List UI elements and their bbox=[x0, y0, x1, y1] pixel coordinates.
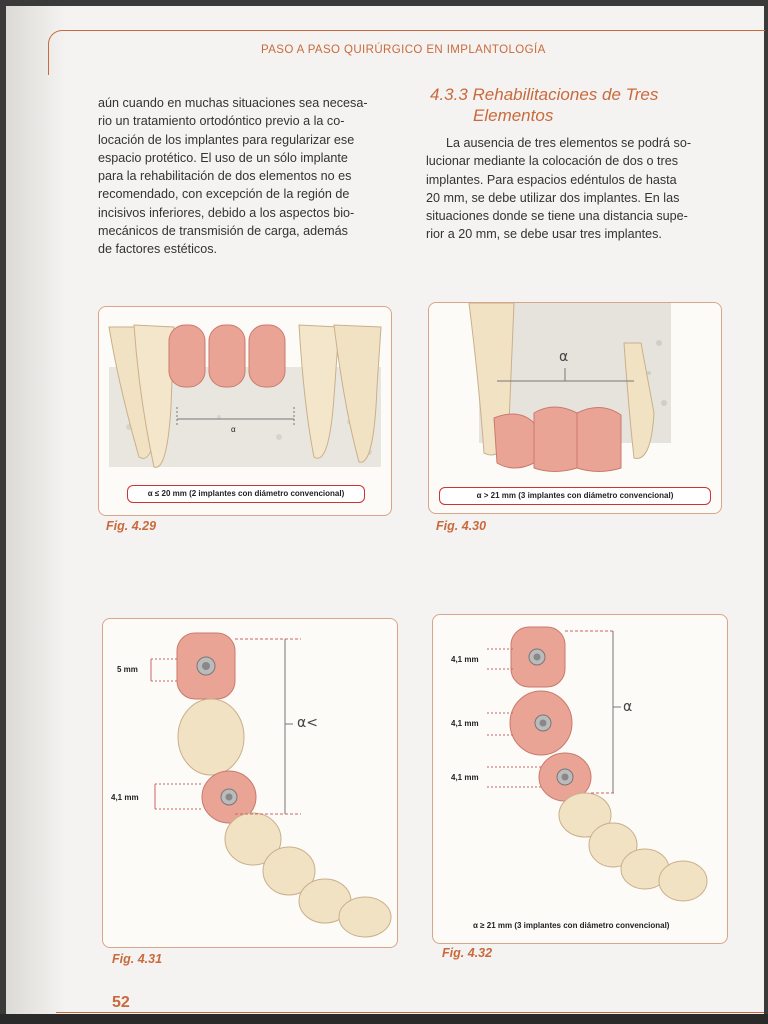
section-title-line: Elementos bbox=[473, 106, 554, 125]
figure-caption: α ≥ 21 mm (3 implantes con diámetro convencional) bbox=[473, 921, 670, 930]
figure-label: Fig. 4.29 bbox=[106, 519, 157, 533]
text-line: situaciones donde se tiene una distancia supe- bbox=[426, 209, 688, 224]
measurement-label: 4,1 mm bbox=[111, 793, 139, 802]
text-line: de factores estéticos. bbox=[98, 242, 218, 257]
text-line: incisivos inferiores, debido a los aspectos bio- bbox=[98, 205, 355, 220]
measurement-label: 4,1 mm bbox=[451, 773, 479, 782]
figure-4-29 bbox=[98, 306, 392, 516]
text-line: La ausencia de tres elementos se podrá so- bbox=[446, 136, 692, 150]
alpha-label: α bbox=[559, 349, 569, 365]
text-line: aún cuando en muchas situaciones sea necesa- bbox=[98, 96, 368, 110]
right-column-text bbox=[426, 134, 726, 244]
text-line: mecánicos de transmisión de carga, además bbox=[98, 224, 348, 239]
text-line: recomendado, con excepción de la región de bbox=[98, 187, 350, 202]
text-line: implantes. Para espacios edéntulos de hasta bbox=[426, 172, 677, 187]
measurement-label: 4,1 mm bbox=[451, 655, 479, 664]
text-line: para la rehabilitación de dos elementos no es bbox=[98, 169, 352, 184]
footer-rule bbox=[56, 1012, 764, 1013]
measurement-label: 4,1 mm bbox=[451, 719, 479, 728]
occlusal-arch-two-implants bbox=[103, 619, 397, 947]
figure-label: Fig. 4.30 bbox=[436, 519, 487, 533]
section-title-line: 4.3.3 Rehabilitaciones de Tres bbox=[430, 85, 659, 104]
running-header: PASO A PASO QUIRÚRGICO EN IMPLANTOLOGÍA bbox=[261, 44, 546, 56]
figure-4-30 bbox=[428, 302, 722, 514]
section-title bbox=[430, 84, 658, 126]
figure-label: Fig. 4.32 bbox=[442, 946, 493, 960]
page-gutter-shadow bbox=[6, 6, 66, 1020]
scan-edge bbox=[0, 1014, 768, 1024]
book-page bbox=[6, 6, 764, 1020]
upper-anterior-teeth-illustration bbox=[429, 303, 721, 513]
measurement-label: 5 mm bbox=[117, 665, 138, 674]
text-line: lucionar mediante la colocación de dos o tres bbox=[426, 154, 679, 169]
figure-caption: α ≤ 20 mm (2 implantes con diámetro convencional) bbox=[127, 485, 365, 503]
text-line: locación de los implantes para regularizar ese bbox=[98, 132, 355, 147]
figure-caption: α > 21 mm (3 implantes con diámetro convencional) bbox=[439, 487, 711, 505]
text-line: 20 mm, se debe utilizar dos implantes. En las bbox=[426, 190, 680, 205]
figure-4-31 bbox=[102, 618, 398, 948]
text-line: espacio protético. El uso de un sólo implante bbox=[98, 150, 348, 165]
left-column-text bbox=[98, 94, 398, 259]
alpha-label: α bbox=[623, 699, 633, 715]
figure-4-32 bbox=[432, 614, 728, 944]
page-number: 52 bbox=[112, 994, 130, 1011]
text-line: rio un tratamiento ortodóntico previo a la co- bbox=[98, 114, 345, 129]
figure-label: Fig. 4.31 bbox=[112, 952, 163, 966]
alpha-label: α< bbox=[297, 715, 318, 731]
text-line: rior a 20 mm, se debe usar tres implantes. bbox=[426, 227, 662, 242]
lower-anterior-teeth-illustration bbox=[99, 307, 391, 515]
alpha-label: α bbox=[231, 425, 236, 434]
